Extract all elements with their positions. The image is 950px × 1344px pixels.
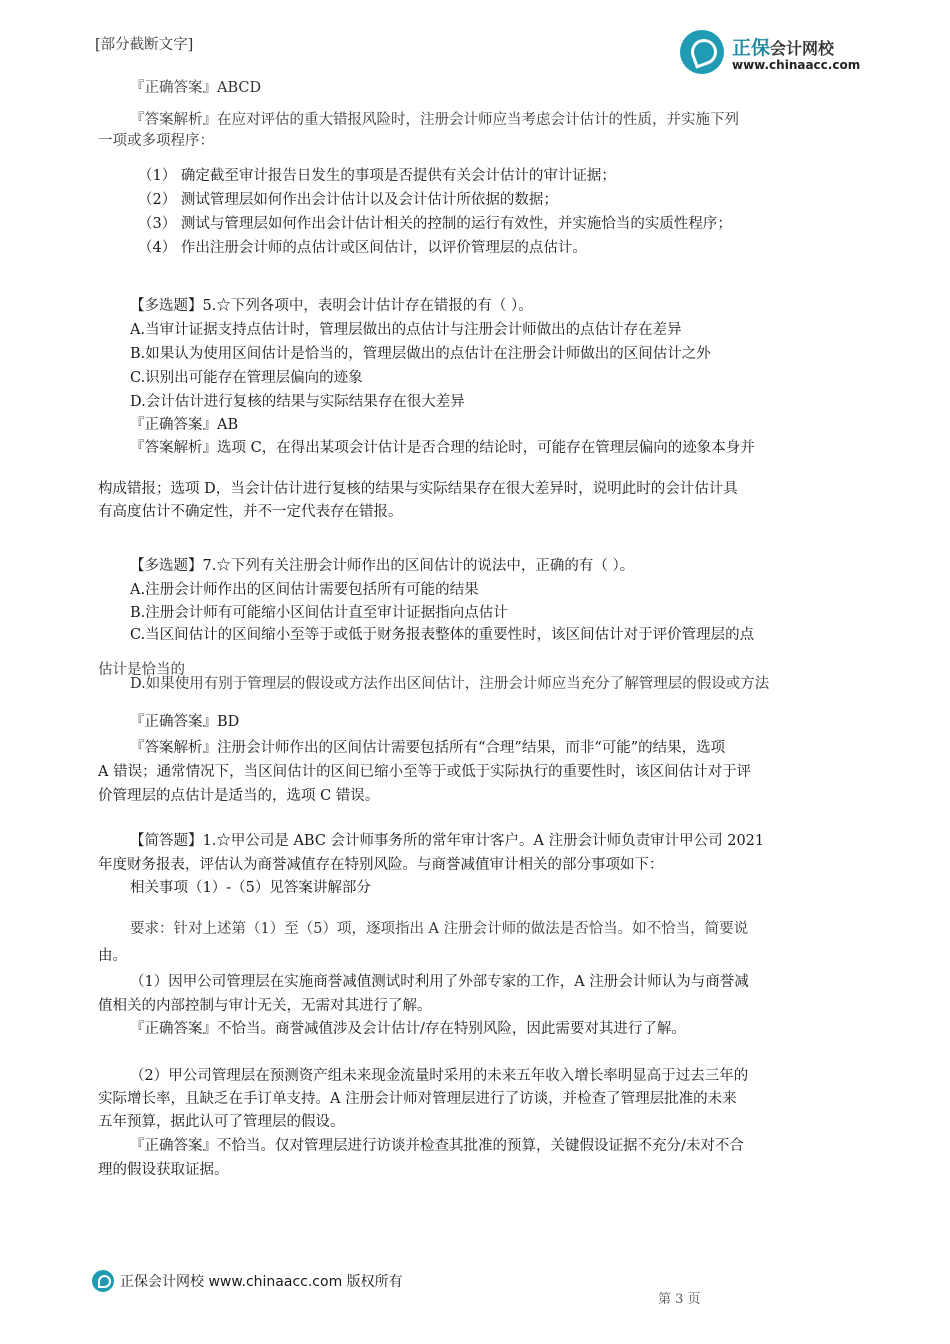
item-2-text-2: 实际增长率，且缺乏在手订单支持。A 注册会计师对管理层进行了访谈，并检查了管理层批准的未来: [98, 1091, 737, 1107]
question-7-explanation-2: A 错误；通常情况下，当区间估计的区间已缩小至等于或低于实际执行的重要性时，该区间估计对于评: [98, 764, 752, 780]
question-7-answer: 『正确答案』BD: [130, 714, 240, 730]
question-7-option-b: B.注册会计师有可能缩小区间估计直至审计证据指向点估计: [130, 605, 508, 621]
short-question-1-requirement-1: 要求：针对上述第（1）至（5）项，逐项指出 A 注册会计师的做法是否恰当。如不恰当，简要说: [130, 921, 749, 937]
footer-logo-icon: [92, 1270, 114, 1292]
footer-copyright: 正保会计网校 www.chinaacc.com 版权所有: [120, 1274, 403, 1290]
question-5-explanation-3: 有高度估计不确定性，并不一定代表存在错报。: [98, 504, 403, 520]
top-item-4: （4） 作出注册会计师的点估计或区间估计，以评价管理层的点估计。: [138, 240, 587, 256]
question-5-option-b: B.如果认为使用区间估计是恰当的，管理层做出的点估计在注册会计师做出的区间估计之外: [130, 346, 711, 362]
truncated-line: [部分截断文字]: [95, 37, 194, 53]
question-7-option-c: C.当区间估计的区间缩小至等于或低于财务报表整体的重要性时，该区间估计对于评价管理层的点: [130, 627, 755, 643]
logo-icon: [680, 30, 724, 74]
question-7-explanation-1: 『答案解析』注册会计师作出的区间估计需要包括所有“合理”结果，而非“可能”的结果，选项: [130, 740, 726, 756]
question-7-option-c-cont: 估计是恰当的: [98, 662, 185, 678]
question-5-option-c: C.识别出可能存在管理层偏向的迹象: [130, 370, 363, 386]
page-number: 第 3 页: [658, 1292, 701, 1307]
brand-logo: [680, 30, 880, 74]
question-7-option-d: D.如果使用有别于管理层的假设或方法作出区间估计，注册会计师应当充分了解管理层的假设或方法: [130, 676, 770, 692]
logo-title: 正保会计网校: [732, 37, 835, 59]
top-explanation-2: 一项或多项程序：: [98, 133, 214, 149]
top-item-1: （1） 确定截至审计报告日发生的事项是否提供有关会计估计的审计证据；: [138, 168, 616, 184]
top-item-2: （2） 测试管理层如何作出会计估计以及会计估计所依据的数据；: [138, 192, 558, 208]
item-2-answer-2: 理的假设获取证据。: [98, 1162, 229, 1178]
item-2-text-1: （2）甲公司管理层在预测资产组未来现金流量时采用的未来五年收入增长率明显高于过去三年的: [130, 1068, 749, 1084]
short-question-1-related: 相关事项（1）-（5）见答案讲解部分: [130, 880, 371, 896]
short-question-1-requirement-2: 由。: [98, 948, 127, 964]
question-5-option-d: D.会计估计进行复核的结果与实际结果存在很大差异: [130, 394, 465, 410]
top-item-3: （3） 测试与管理层如何作出会计估计相关的控制的运行有效性，并实施恰当的实质性程序；: [138, 216, 732, 232]
item-1-text-1: （1）因甲公司管理层在实施商誉减值测试时利用了外部专家的工作，A 注册会计师认为与商誉减: [130, 974, 749, 990]
question-5-explanation-1: 『答案解析』选项 C，在得出某项会计估计是否合理的结论时，可能存在管理层偏向的迹象本身并: [130, 440, 755, 456]
question-7-explanation-3: 价管理层的点估计是适当的，选项 C 错误。: [98, 788, 380, 804]
short-question-1-stem-1: 【简答题】1.☆甲公司是 ABC 会计师事务所的常年审计客户。A 注册会计师负责审计甲公司 2021: [130, 833, 765, 849]
question-7-option-a: A.注册会计师作出的区间估计需要包括所有可能的结果: [130, 582, 479, 598]
short-question-1-stem-2: 年度财务报表，评估认为商誉减值存在特别风险。与商誉减值审计相关的部分事项如下：: [98, 857, 664, 873]
question-5-stem: 【多选题】5.☆下列各项中，表明会计估计存在错报的有（ ）。: [130, 298, 533, 314]
page-footer: [92, 1268, 492, 1296]
item-1-answer: 『正确答案』不恰当。商誉减值涉及会计估计/存在特别风险，因此需要对其进行了解。: [130, 1021, 686, 1037]
top-explanation-1: 『答案解析』在应对评估的重大错报风险时，注册会计师应当考虑会计估计的性质，并实施下列: [130, 112, 739, 128]
item-2-answer-1: 『正确答案』不恰当。仅对管理层进行访谈并检查其批准的预算，关键假设证据不充分/未对不合: [130, 1138, 744, 1154]
question-5-option-a: A.当审计证据支持点估计时，管理层做出的点估计与注册会计师做出的点估计存在差异: [130, 322, 682, 338]
logo-url: www.chinaacc.com: [732, 58, 861, 72]
question-7-stem: 【多选题】7.☆下列有关注册会计师作出的区间估计的说法中，正确的有（ ）。: [130, 558, 635, 574]
top-answer: 『正确答案』ABCD: [130, 80, 262, 96]
item-2-text-3: 五年预算，据此认可了管理层的假设。: [98, 1114, 345, 1130]
item-1-text-2: 值相关的内部控制与审计无关，无需对其进行了解。: [98, 998, 432, 1014]
question-5-explanation-2: 构成错报；选项 D，当会计估计进行复核的结果与实际结果存在很大差异时，说明此时的会计估计具: [98, 481, 738, 497]
question-5-answer: 『正确答案』AB: [130, 417, 239, 433]
